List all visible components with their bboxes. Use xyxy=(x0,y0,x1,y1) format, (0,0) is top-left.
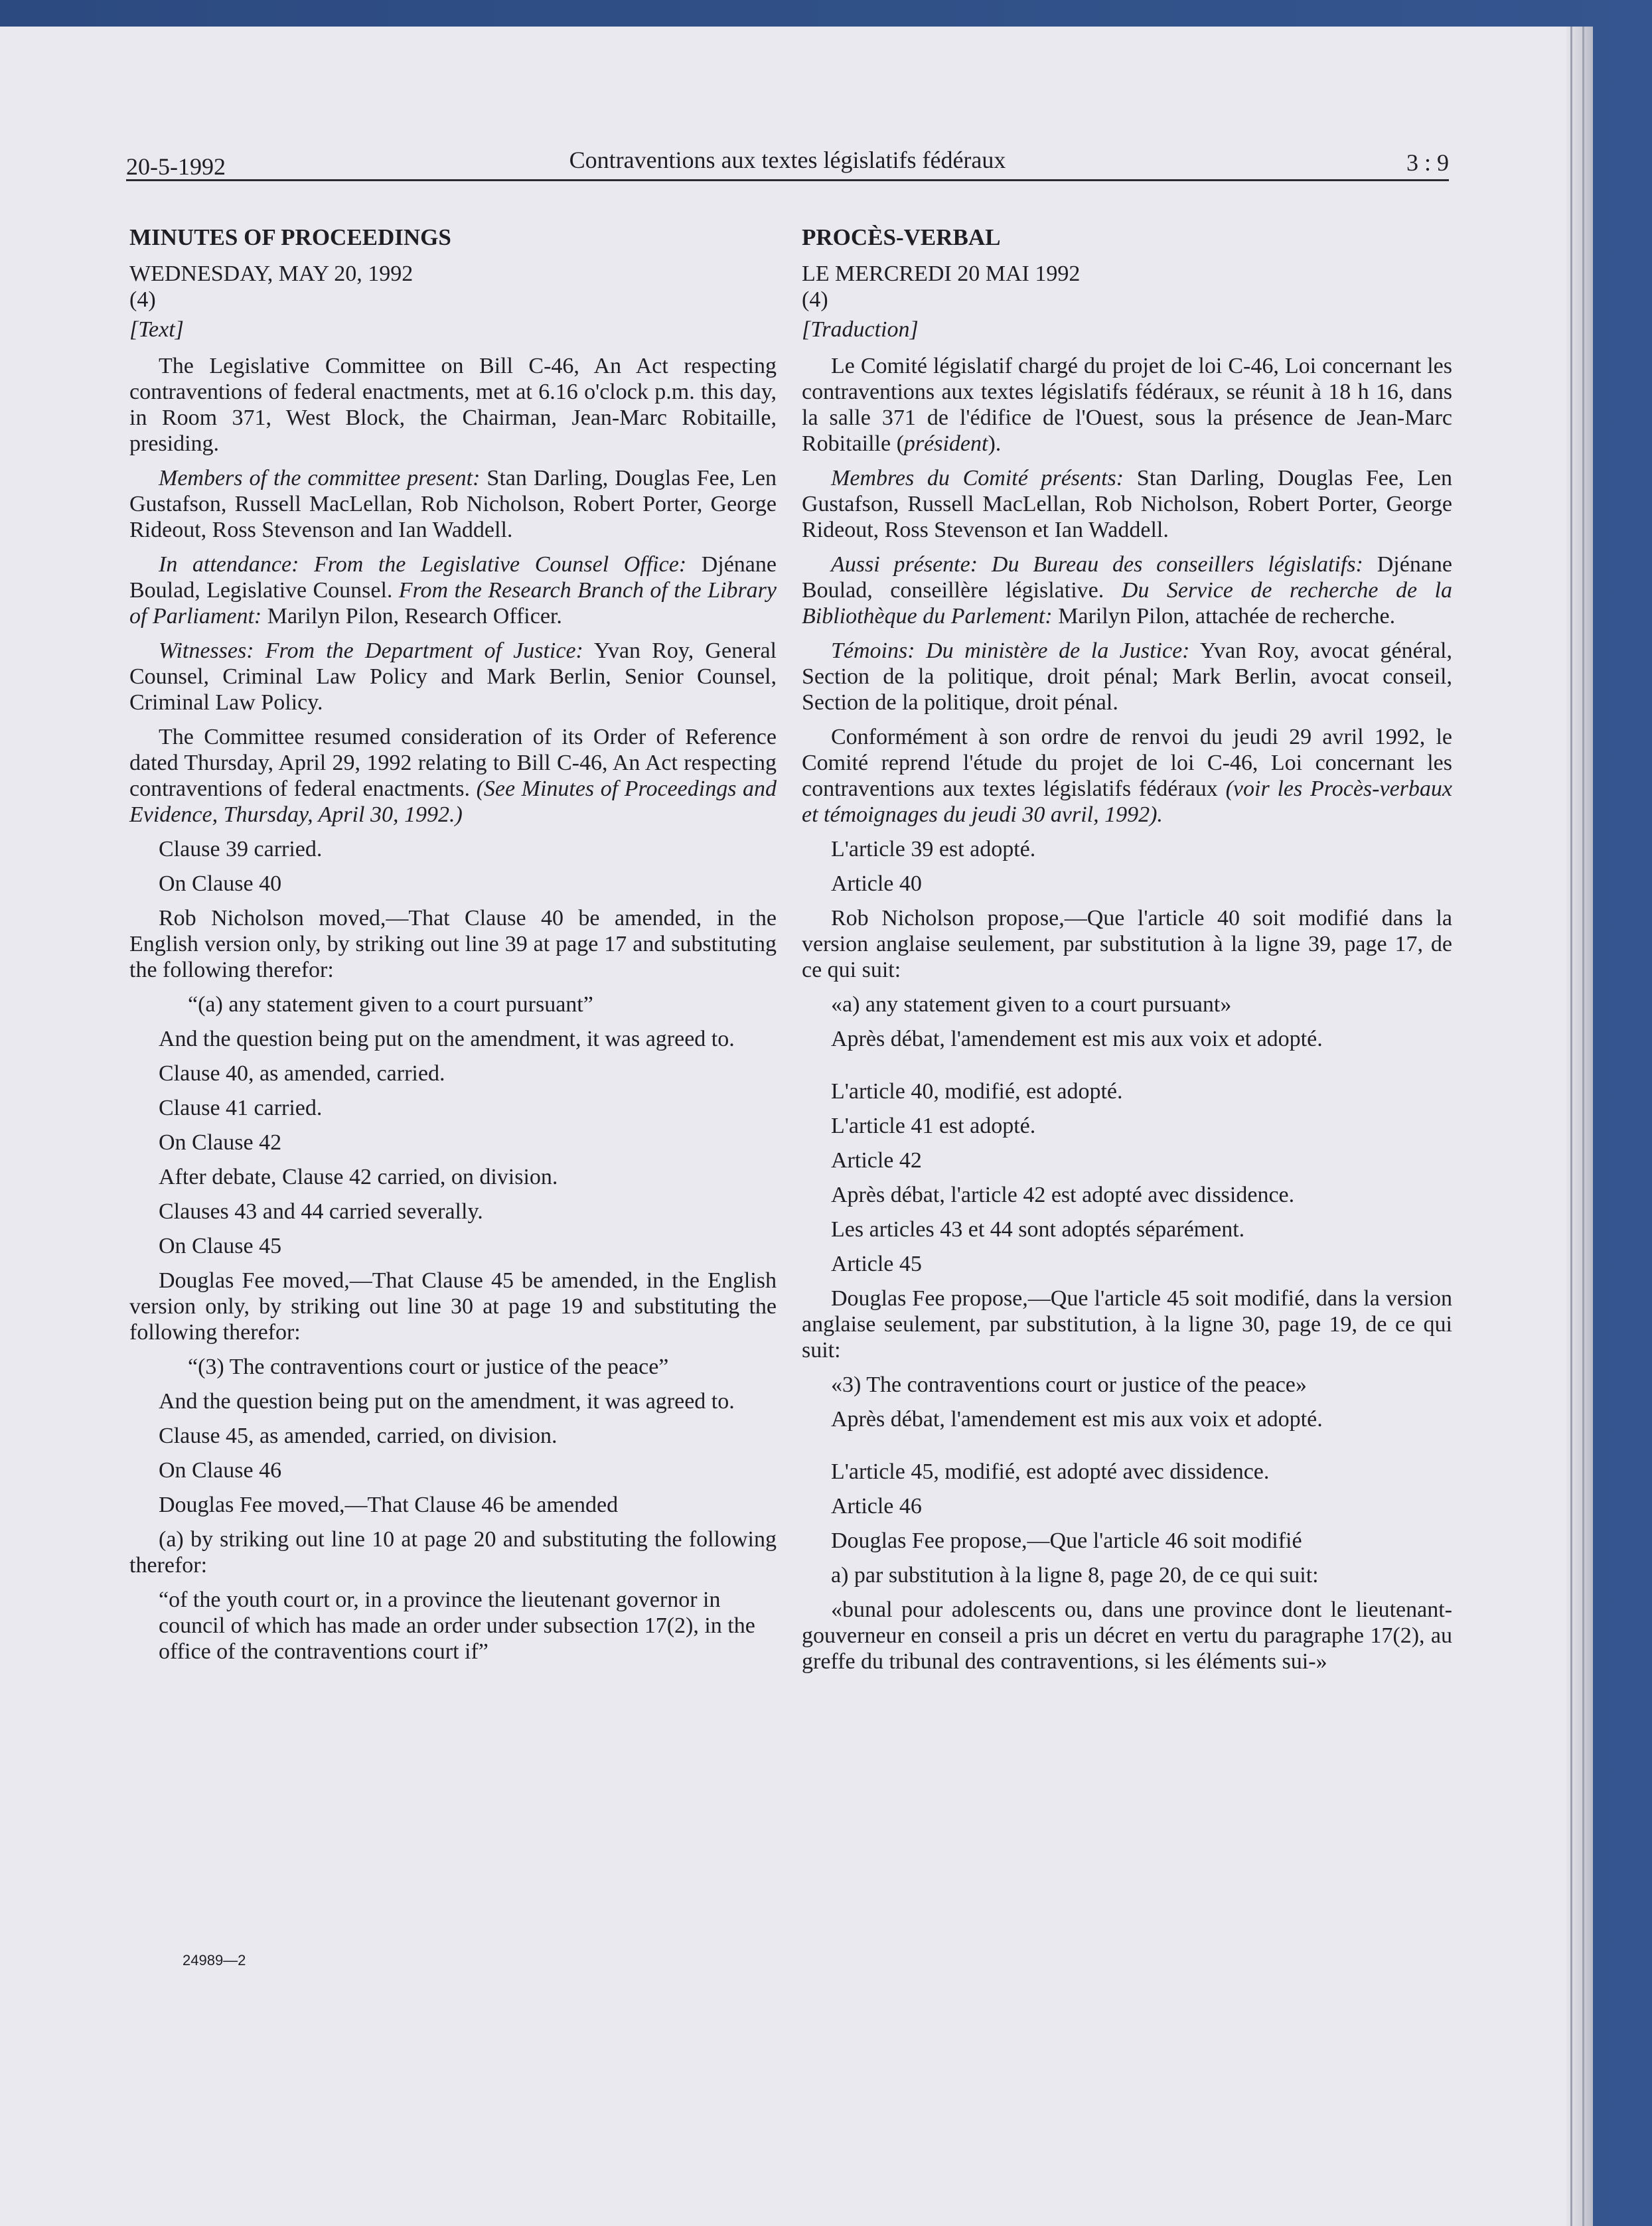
amendment-quote: «3) The contraventions court or justice of the peace» xyxy=(831,1373,1307,1397)
clause-entry: On Clause 45 xyxy=(159,1234,282,1258)
clause-entry: Clause 45, as amended, carried, on division. xyxy=(159,1424,558,1448)
clause-entry: L'article 40, modifié, est adopté. xyxy=(831,1079,1123,1104)
section-heading: MINUTES OF PROCEEDINGS xyxy=(129,224,451,250)
section-heading: PROCÈS-VERBAL xyxy=(802,224,1001,250)
french-column xyxy=(802,224,1452,1683)
clause-entry: Clause 40, as amended, carried. xyxy=(159,1061,445,1086)
clause-entry: Clause 39 carried. xyxy=(159,837,323,861)
motion-paragraph: Douglas Fee propose,—Que l'article 46 soit modifié xyxy=(831,1528,1302,1553)
attendance-paragraph xyxy=(802,552,1452,629)
motion-paragraph: Rob Nicholson propose,—Que l'article 40 soit modifié dans la version anglaise seulement, par substitution à la ligne 39, page 17, de ce qui suit: xyxy=(802,906,1452,982)
attendance-label: In attendance: From the Legislative Counsel Office: xyxy=(159,552,687,577)
amendment-quote: “(a) any statement given to a court pursuant” xyxy=(188,992,593,1017)
witnesses-list: Yvan Roy, General Counsel, Criminal Law Policy and Mark Berlin, Senior Counsel, Criminal Law Policy. xyxy=(129,638,777,715)
amendment-quote: «bunal pour adolescents ou, dans une province dont le lieutenant-gouverneur en conseil a pris un décret en vertu du paragraphe 17(2), au greffe du tribunal des contraventions, si les éléments sui-» xyxy=(802,1597,1452,1674)
motion-paragraph: Douglas Fee moved,—That Clause 45 be amended, in the English version only, by striking out line 30 at page 19 and substituting the following therefor: xyxy=(129,1268,777,1345)
motion-paragraph: Douglas Fee propose,—Que l'article 45 soit modifié, dans la version anglaise seulement, par substitution, à la ligne 30, page 19, de ce qui suit: xyxy=(802,1286,1452,1363)
witnesses-paragraph xyxy=(129,638,777,715)
clause-entry: Clauses 43 and 44 carried severally. xyxy=(159,1199,483,1224)
attendance-text: Marilyn Pilon, attachée de recherche. xyxy=(1058,604,1396,629)
clause-entry: On Clause 42 xyxy=(159,1130,282,1155)
question-paragraph: And the question being put on the amendment, it was agreed to. xyxy=(159,1389,735,1414)
resumed-reference: (See Minutes of Proceedings and Evidence, Thursday, April 30, 1992.) xyxy=(129,777,777,827)
page-edge-line xyxy=(1570,27,1572,2226)
page-edge-line xyxy=(1582,27,1584,2226)
clause-entry: Article 40 xyxy=(831,871,922,896)
opening-paragraph: The Legislative Committee on Bill C-46, An Act respecting contraventions of federal enactments, met at 6.16 o'clock p.m. this day, in Room 371, West Block, the Chairman, Jean-Marc Robitaille, presiding. xyxy=(129,354,777,456)
members-label: Membres du Comité présents: xyxy=(831,466,1124,490)
clause-entry: On Clause 46 xyxy=(159,1458,282,1483)
members-paragraph xyxy=(802,465,1452,543)
text-tag: [Text] xyxy=(129,317,184,342)
opening-text: Le Comité législatif chargé du projet de loi C-46, Loi concernant les contraventions aux textes législatifs fédéraux, se réunit à 18 h 16, dans la salle 371 de l'édifice de l'Ouest, sous la présence de Jean-Marc Robitaille ( xyxy=(802,354,1452,456)
attendance-paragraph xyxy=(129,552,777,629)
amendment-quote: “of the youth court or, in a province the lieutenant governor in council of which has made an order under subsection 17(2), in the office of the contraventions court if” xyxy=(159,1588,755,1664)
resumed-text: The Committee resumed consideration of its Order of Reference dated Thursday, April 29, 1992 relating to Bill C-46, An Act respecting contraventions of federal enactments. xyxy=(129,725,777,801)
members-list: Stan Darling, Douglas Fee, Len Gustafson, Russell MacLellan, Rob Nicholson, Robert Porter, George Rideout, Ross Stevenson et Ian Waddell. xyxy=(802,466,1453,542)
witnesses-label: Témoins: Du ministère de la Justice: xyxy=(831,638,1190,663)
attendance-text: Djénane Boulad, Legislative Counsel. xyxy=(129,552,777,603)
motion-paragraph: Douglas Fee moved,—That Clause 46 be amended xyxy=(159,1493,619,1517)
resumed-text: Conformément à son ordre de renvoi du jeudi 29 avril 1992, le Comité reprend l'étude du projet de loi C-46, Loi concernant les contraventions aux textes législatifs fédéraux xyxy=(802,725,1452,801)
meeting-number: (4) xyxy=(802,287,828,312)
question-paragraph: And the question being put on the amendment, it was agreed to. xyxy=(159,1027,735,1051)
resumed-paragraph xyxy=(129,724,777,828)
members-label: Members of the committee present: xyxy=(159,466,481,490)
opening-paragraph xyxy=(802,353,1452,457)
resumed-paragraph xyxy=(802,724,1452,828)
clause-entry: Après débat, l'article 42 est adopté avec dissidence. xyxy=(831,1183,1295,1207)
clause-entry: On Clause 40 xyxy=(159,871,282,896)
clause-entry: L'article 39 est adopté. xyxy=(831,837,1036,861)
clause-entry: L'article 41 est adopté. xyxy=(831,1114,1036,1138)
meeting-date: LE MERCREDI 20 MAI 1992 xyxy=(802,261,1081,286)
amendment-quote: «a) any statement given to a court pursuant» xyxy=(831,992,1232,1017)
clause-entry: L'article 45, modifié, est adopté avec dissidence. xyxy=(831,1459,1270,1484)
question-paragraph: Après débat, l'amendement est mis aux voix et adopté. xyxy=(831,1027,1323,1051)
witnesses-list: Yvan Roy, avocat général, Section de la politique, droit pénal; Mark Berlin, avocat conseil, Section de la politique, droit pénal. xyxy=(802,638,1452,715)
amendment-quote: “(3) The contraventions court or justice of the peace” xyxy=(188,1355,669,1379)
members-list: Stan Darling, Douglas Fee, Len Gustafson, Russell MacLellan, Rob Nicholson, Robert Porter, George Rideout, Ross Stevenson and Ian Waddell. xyxy=(129,466,777,542)
clause-entry: Les articles 43 et 44 sont adoptés séparément. xyxy=(831,1217,1245,1242)
attendance-text: Marilyn Pilon, Research Officer. xyxy=(267,604,562,629)
amendment-item: (a) by striking out line 10 at page 20 and substituting the following therefor: xyxy=(129,1527,777,1578)
meeting-date: WEDNESDAY, MAY 20, 1992 xyxy=(129,261,413,286)
header-date: 20-5-1992 xyxy=(126,153,226,180)
print-code: 24989—2 xyxy=(183,1952,246,1968)
running-header xyxy=(126,145,1449,181)
clause-entry: Article 46 xyxy=(831,1494,922,1519)
witnesses-paragraph xyxy=(802,638,1452,715)
clause-entry: Article 45 xyxy=(831,1252,922,1276)
members-paragraph xyxy=(129,465,777,543)
header-title: Contraventions aux textes législatifs fédéraux xyxy=(569,147,1006,173)
attendance-label: Aussi présente: Du Bureau des conseillers législatifs: xyxy=(831,552,1363,577)
attendance-label: From the Research Branch of the Library of Parliament: xyxy=(129,578,777,629)
resumed-reference: (voir les Procès-verbaux et témoignages du jeudi 30 avril, 1992). xyxy=(802,777,1452,827)
opening-text-end: ). xyxy=(988,431,1002,456)
meeting-number: (4) xyxy=(129,287,156,312)
clause-entry: Clause 41 carried. xyxy=(159,1096,323,1120)
attendance-text: Djénane Boulad, conseillère législative. xyxy=(802,552,1453,603)
clause-entry: After debate, Clause 42 carried, on division. xyxy=(159,1165,558,1189)
motion-paragraph: Rob Nicholson moved,—That Clause 40 be amended, in the English version only, by striking out line 39 at page 17 and substituting the following therefor: xyxy=(129,906,777,982)
translation-tag: [Traduction] xyxy=(802,317,919,342)
clause-entry: Article 42 xyxy=(831,1148,922,1173)
header-page-number: 3 : 9 xyxy=(1406,149,1449,176)
attendance-label: Du Service de recherche de la Bibliothèque du Parlement: xyxy=(802,578,1452,629)
chairman-role: président xyxy=(903,431,988,456)
english-column xyxy=(129,224,777,1673)
witnesses-label: Witnesses: From the Department of Justice: xyxy=(159,638,583,663)
amendment-item: a) par substitution à la ligne 8, page 20, de ce qui suit: xyxy=(831,1563,1319,1588)
question-paragraph: Après débat, l'amendement est mis aux voix et adopté. xyxy=(831,1407,1323,1432)
